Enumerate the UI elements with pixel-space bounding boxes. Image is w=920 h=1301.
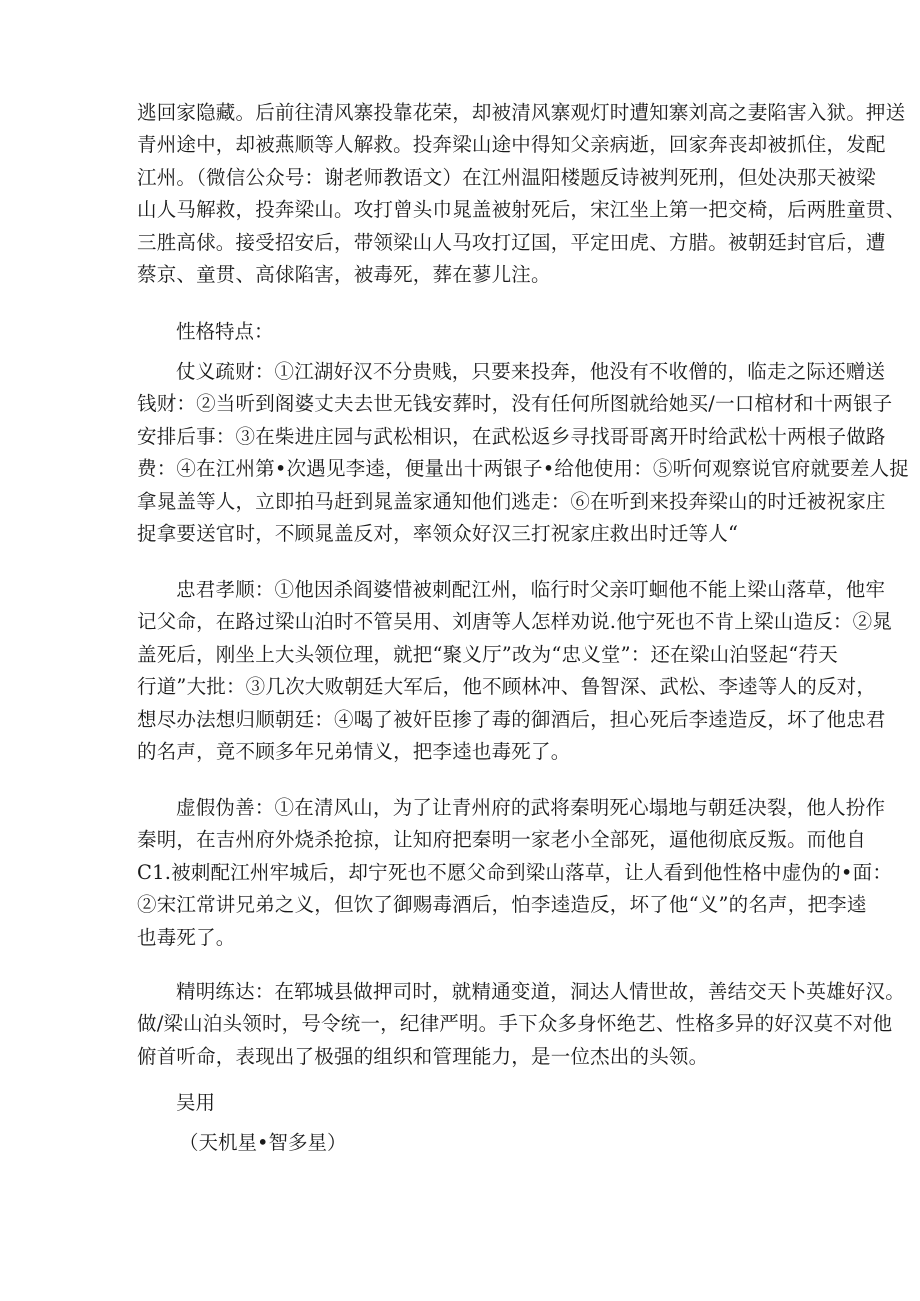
trait-loyal-paragraph bbox=[137, 574, 892, 768]
text-line: 秦明，在吉州府外烧杀抢掠，让知府把秦明一家老小全部死，逼他彻底反叛。而他自 bbox=[137, 828, 866, 852]
text-line: ②宋江常讲兄弟之义，但饮了御赐毒酒后，怕李逵造反，坏了他“义”的名声，把李逵 bbox=[137, 893, 867, 917]
text-line: 山人马解救，投奔梁山。攻打曾头巾晁盖被射死后，宋江坐上第一把交椅，后两胜童贯、 bbox=[137, 198, 906, 222]
text-line: 蔡京、童贯、高俅陷害，被毒死，葬在蓼儿注。 bbox=[137, 263, 551, 287]
text-line: 俯首听命，表现出了极强的组织和管理能力，是一位杰出的头领。 bbox=[137, 1044, 709, 1068]
text-line: 拿晁盖等人，立即拍马赶到晁盖家通知他们逃走：⑥在听到来投奔梁山的时迁被祝家庄 bbox=[137, 489, 886, 513]
text-line: 仗义疏财：①江湖好汉不分贵贱，只要来投奔，他没有不收僧的，临走之际还赠送 bbox=[176, 360, 886, 383]
trait-shrewd-paragraph bbox=[137, 976, 905, 1073]
text-line: 行道”大批：③几次大败朝廷大军后，他不顾林冲、鲁智深、武松、李逵等人的反对， bbox=[137, 675, 877, 699]
text-line: 捉拿要送官时，不顾晁盖反对，率领众好汉三打祝家庄救出时迁等人“ bbox=[137, 522, 739, 546]
trait-generous-paragraph bbox=[137, 356, 910, 550]
text-line: 的名声，竟不顾多年兄弟情义，把李逵也毒死了。 bbox=[137, 740, 571, 764]
text-line: 也毒死了。 bbox=[137, 925, 236, 949]
text-line: 想尽办法想归顺朝廷：④喝了被奸臣掺了毒的御酒后，担心死后李逵造反，坏了他忠君 bbox=[137, 707, 886, 731]
text-line: 记父命，在路过梁山泊时不管吴用、刘唐等人怎样劝说.他宁死也不肯上梁山造反：②晁 bbox=[137, 610, 892, 634]
text-line: C1.被刺配江州牢城后，却宁死也不愿父命到梁山落草，让人看到他性格中虚伪的•面： bbox=[137, 860, 893, 884]
text-line: 逃回家隐藏。后前往清风寨投靠花荣，却被清风寨观灯时遭知寨刘高之妻陷害入狱。押送 bbox=[137, 101, 906, 124]
traits-heading: 性格特点： bbox=[176, 320, 274, 343]
trait-hypocrite-paragraph bbox=[137, 792, 893, 954]
text-line: 做/梁山泊头领时，号令统一，纪律严明。手下众多身怀绝艺、性格多异的好汉莫不对他 bbox=[137, 1012, 893, 1036]
text-line: 盖死后，刚坐上大头领位理，就把“聚义厅”改为“忠义堂”：还在梁山泊竖起“荇天 bbox=[137, 642, 838, 666]
text-line: 钱财：②当听到阁婆丈夫去世无钱安葬时，没有任何所图就给她买/一口棺材和十两银子 bbox=[137, 392, 893, 416]
text-line: 费：④在江州第•次遇见李逵，便量出十两银子•给他使用：⑤听何观察说官府就要差人捉 bbox=[137, 457, 910, 481]
text-line: 虚假伪善：①在清风山，为了让青州府的武将秦明死心塌地与朝廷决裂，他人扮作 bbox=[176, 796, 886, 819]
text-line: 青州途中，却被燕顺等人解救。投奔梁山途中得知父亲病逝，回家奔丧却被抓住，发配 bbox=[137, 133, 886, 157]
text-line: 安排后事：③在柴进庄园与武松相识，在武松返乡寻找哥哥离开时给武松十两根子做路 bbox=[137, 424, 886, 448]
next-character-title: （天机星•智多星） bbox=[179, 1131, 347, 1154]
intro-paragraph bbox=[137, 97, 906, 291]
next-character-name: 吴用 bbox=[176, 1091, 216, 1114]
text-line: 精明练达：在郓城县做押司时，就精通变道，洞达人情世故，善结交天卜英雄好汉。 bbox=[176, 980, 905, 1003]
text-line: 江州。（微信公众号：谢老师教语文）在江州温阳楼题反诗被判死刑，但处决那天被梁 bbox=[137, 165, 876, 189]
text-line: 忠君孝顺：①他因杀阎婆惜被刺配江州，临行时父亲叮蛔他不能上梁山落草，他牢 bbox=[176, 578, 886, 601]
text-line: 三胜高俅。接受招安后，带领梁山人马攻打辽国，平定田虎、方腊。被朝廷封官后，遭 bbox=[137, 230, 886, 254]
